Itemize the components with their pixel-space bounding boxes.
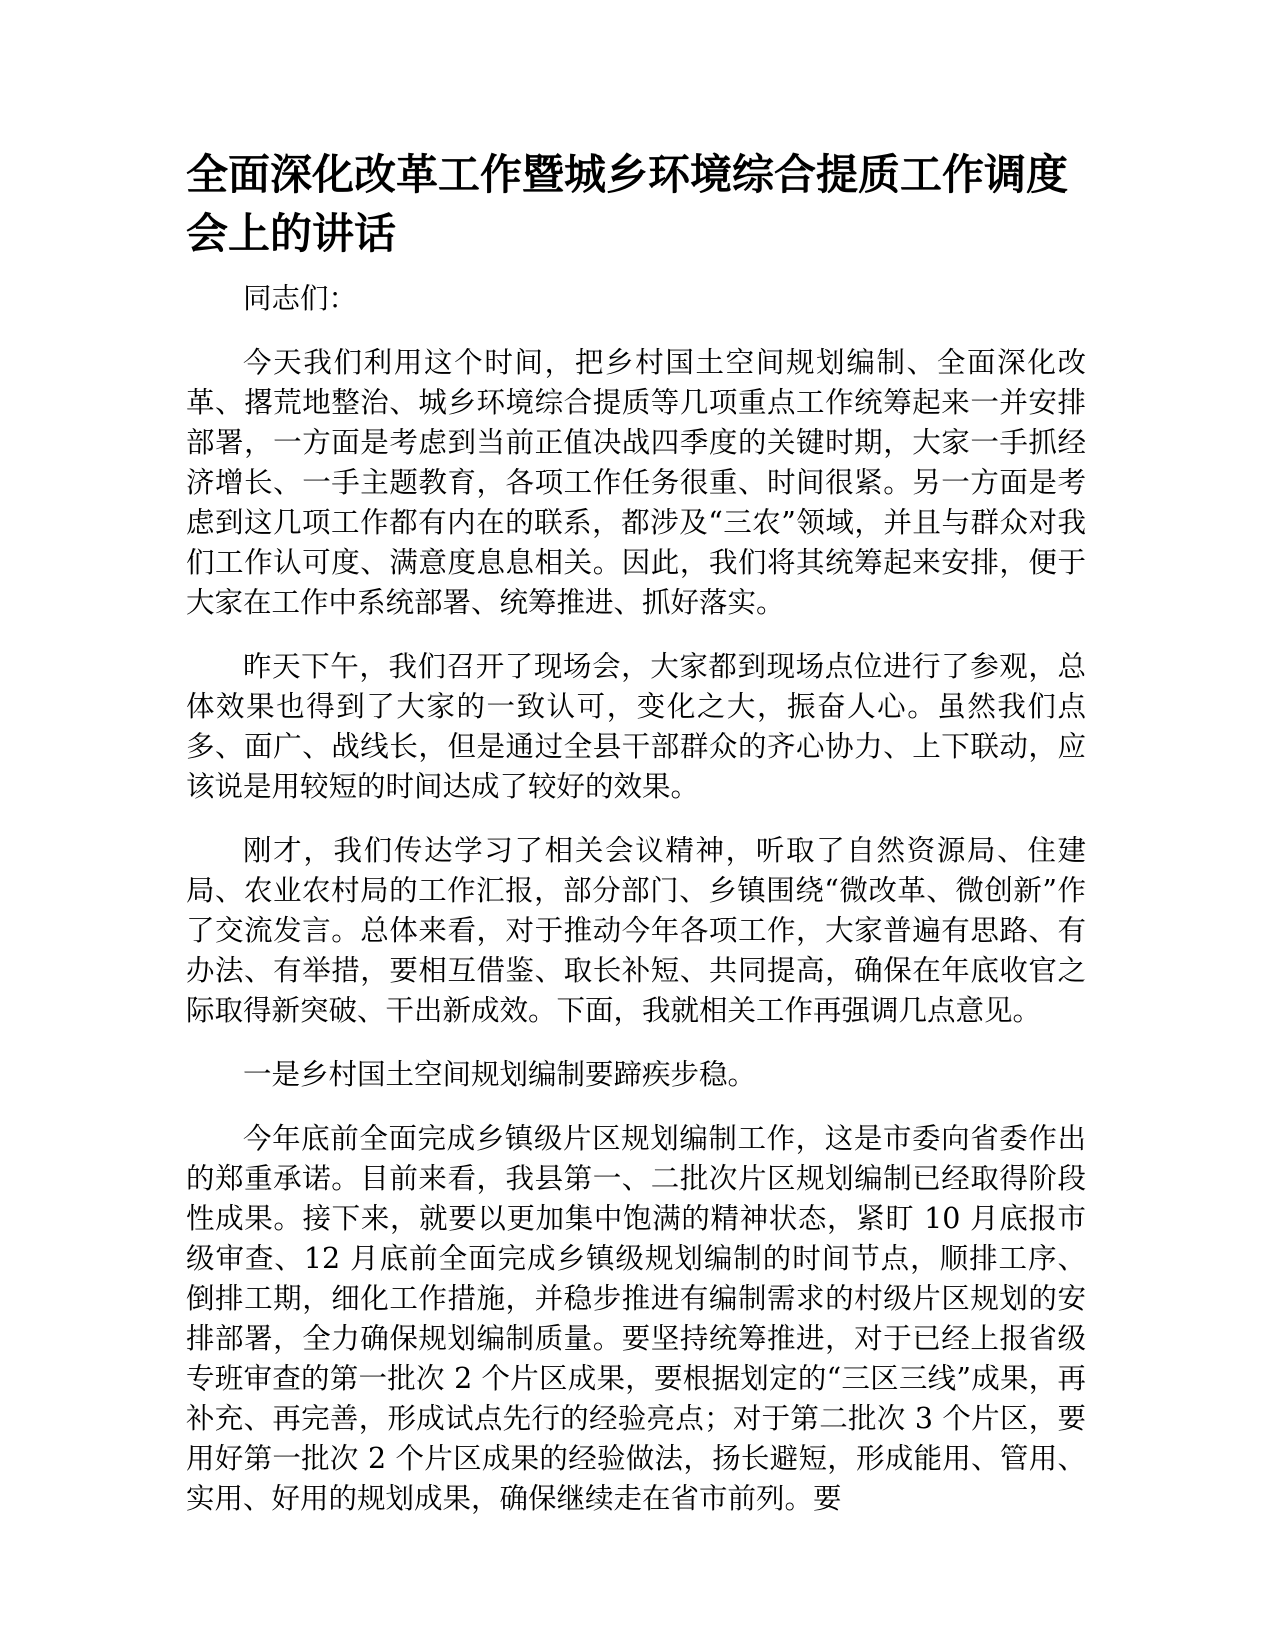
document-page (186, 145, 1086, 1543)
section-heading-paragraph: 一是乡村国土空间规划编制要蹄疾步稳。 (243, 1058, 757, 1091)
body-paragraph: 今天我们利用这个时间，把乡村国土空间规划编制、全面深化改革、撂荒地整治、城乡环境综合提质等几项重点工作统筹起来一并安排部署，一方面是考虑到当前正值决战四季度的关键时期，大家一手抓经济增长、一手主题教育，各项工作任务很重、时间很紧。另一方面是考虑到这几项工作都有内在的联系，都涉及“三农”领域，并且与群众对我们工作认可度、满意度息息相关。因此，我们将其统筹起来安排，便于大家在工作中系统部署、统筹推进、抓好落实。 (186, 346, 1086, 619)
document-title: 全面深化改革工作暨城乡环境综合提质工作调度会上的讲话 (186, 150, 1069, 258)
body-paragraph: 刚才，我们传达学习了相关会议精神，听取了自然资源局、住建局、农业农村局的工作汇报，部分部门、乡镇围绕“微改革、微创新”作了交流发言。总体来看，对于推动今年各项工作，大家普遍有思路、有办法、有举措，要相互借鉴、取长补短、共同提高，确保在年底收官之际取得新突破、干出新成效。下面，我就相关工作再强调几点意见。 (186, 834, 1086, 1027)
body-paragraph: 今年底前全面完成乡镇级片区规划编制工作，这是市委向省委作出的郑重承诺。目前来看，我县第一、二批次片区规划编制已经取得阶段性成果。接下来，就要以更加集中饱满的精神状态，紧盯 10 月底报市级审查、12 月底前全面完成乡镇级规划编制的时间节点，顺排工序、倒排工期，细化工作措施，并稳步推进有编制需求的村级片区规划的安排部署，全力确保规划编制质量。要坚持统筹推进，对于已经上报省级专班审查的第一批次 2 个片区成果，要根据划定的“三区三线”成果，再补充、再完善，形成试点先行的经验亮点；对于第二批次 3 个片区，要用好第一批次 2 个片区成果的经验做法，扬长避短，形成能用、管用、实用、好用的规划成果，确保继续走在省市前列。要 (186, 1122, 1086, 1515)
salutation-paragraph: 同志们： (243, 282, 358, 315)
body-paragraph: 昨天下午，我们召开了现场会，大家都到现场点位进行了参观，总体效果也得到了大家的一致认可，变化之大，振奋人心。虽然我们点多、面广、战线长，但是通过全县干部群众的齐心协力、上下联动，应该说是用较短的时间达成了较好的效果。 (186, 650, 1086, 803)
